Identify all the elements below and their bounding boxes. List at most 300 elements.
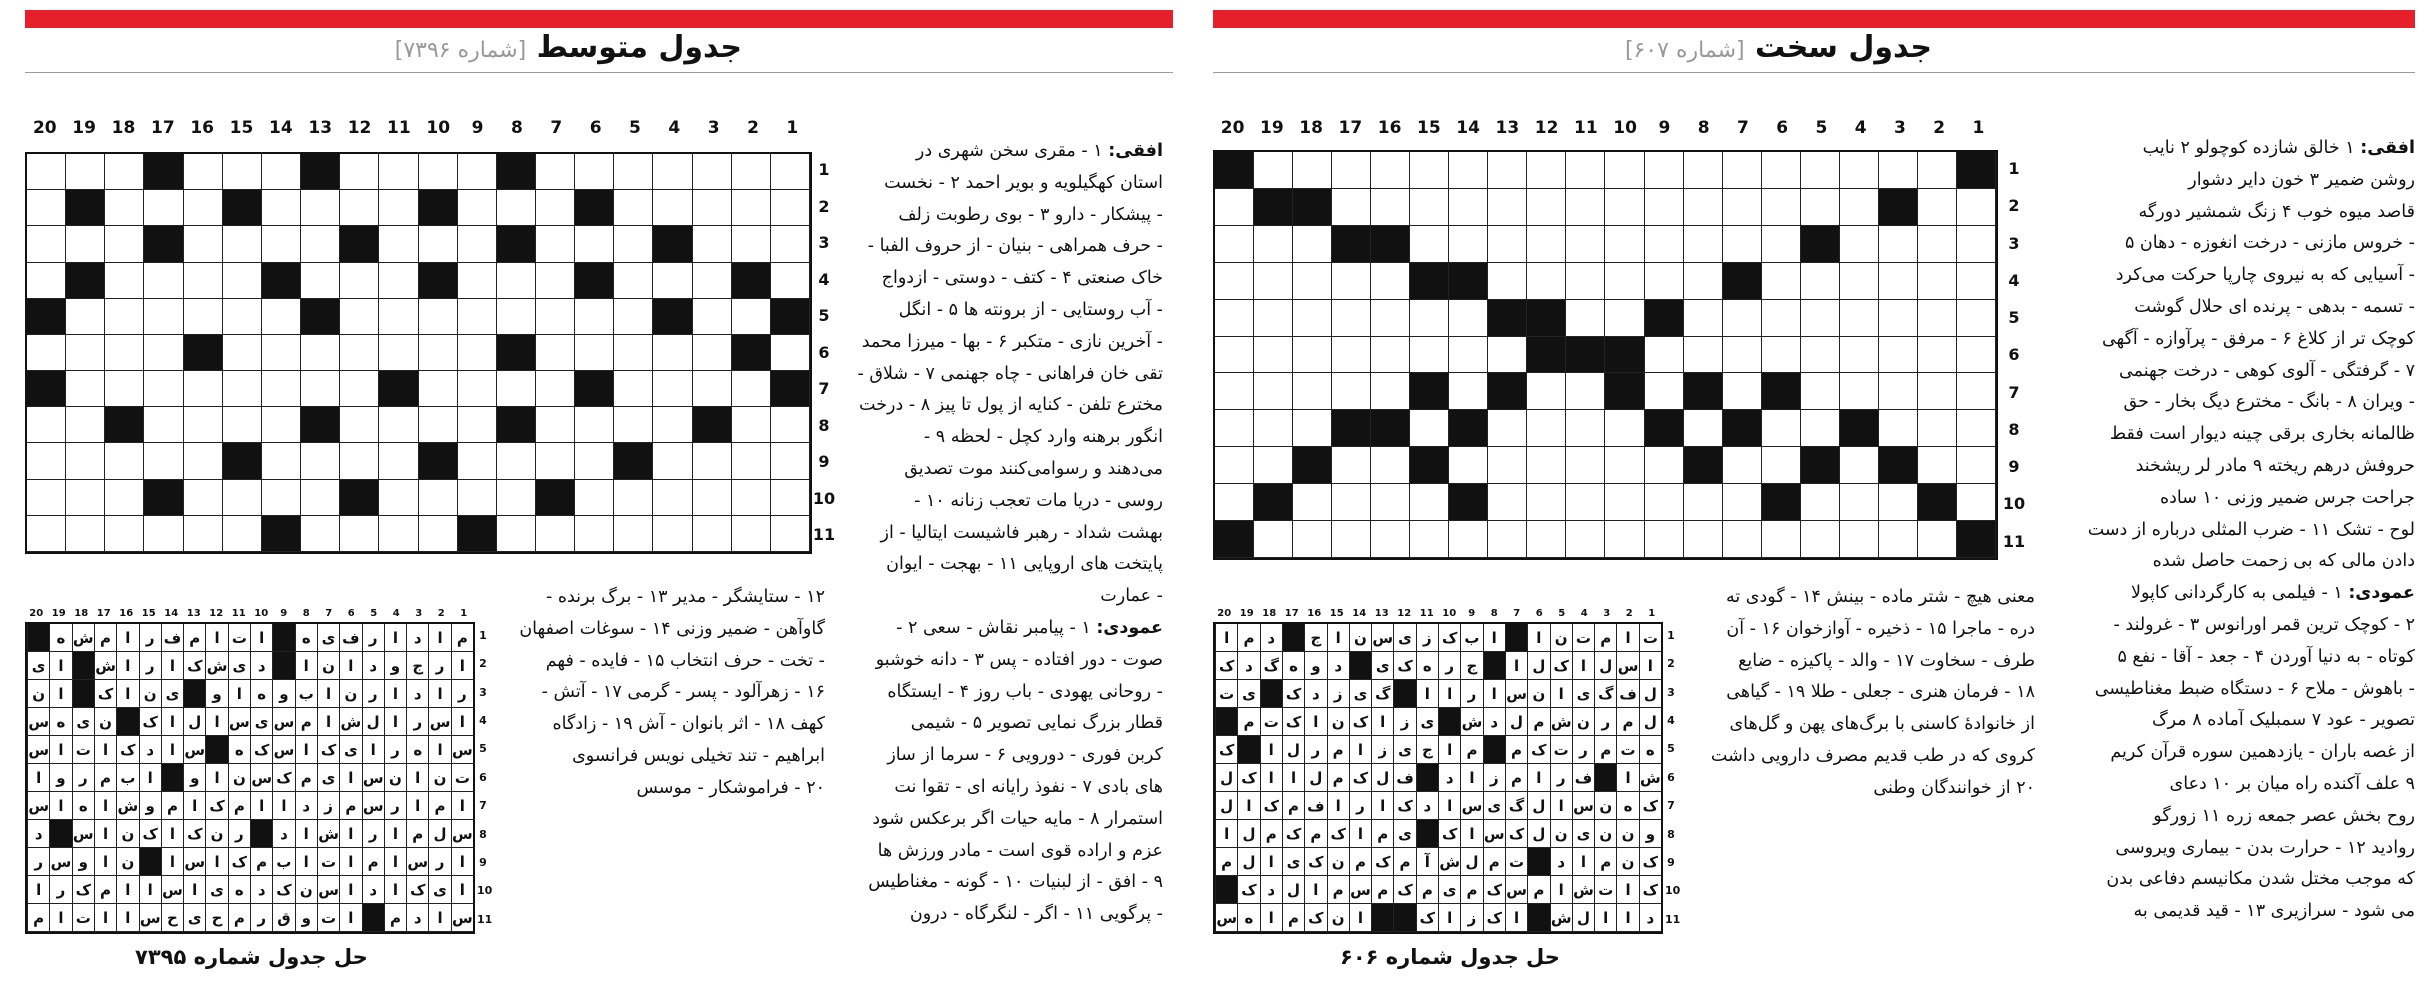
solution-letter: ح	[205, 904, 227, 932]
column-number: 2	[1933, 118, 1946, 138]
clue-text: استمرار ۸ - مایه حیات اگر برعکس شود	[872, 808, 1163, 829]
solution-letter: م	[1527, 876, 1549, 904]
right-header-bar	[1213, 10, 2415, 28]
clue-text: ۱ خالق شازده کوچولو ۲ نایب	[2142, 138, 2361, 158]
column-number: 6	[347, 608, 355, 619]
solution-letter: ی	[1483, 792, 1505, 820]
solution-letter: ک	[1371, 848, 1393, 876]
grid-cell	[1488, 447, 1527, 484]
solution-letter: ن	[27, 680, 49, 708]
grid-cell	[1254, 337, 1293, 374]
clue-line	[843, 168, 1163, 200]
grid-cell	[1762, 521, 1801, 558]
solution-letter: ت	[317, 848, 339, 876]
solution-black-cell	[116, 708, 138, 736]
grid-cell	[1762, 226, 1801, 263]
grid-cell	[1215, 373, 1254, 410]
right-panel-title	[1625, 30, 1932, 65]
grid-cell	[1957, 373, 1996, 410]
row-number: 6	[2008, 345, 2020, 365]
grid-cell	[771, 516, 810, 552]
column-number: 3	[415, 608, 423, 619]
column-number: 11	[1574, 118, 1598, 138]
clue-text: - ویران ۸ - بانگ - مخترع دیگ بخار - حق	[2123, 392, 2415, 413]
clue-text: می شود - سرازیری ۱۳ - قید قدیمی به	[2133, 901, 2415, 922]
grid-cell	[1801, 521, 1840, 558]
grid-cell	[144, 371, 183, 407]
solution-letter: ک	[1237, 764, 1259, 792]
solution-letter: ی	[72, 708, 94, 736]
solution-letter: ا	[428, 680, 450, 708]
grid-cell	[732, 190, 771, 226]
solution-letter: ا	[49, 680, 71, 708]
solution-letter: ا	[451, 876, 473, 904]
black-cell	[144, 226, 183, 262]
solution-black-cell	[72, 680, 94, 708]
solution-letter: س	[228, 708, 250, 736]
solution-letter: ل	[1215, 764, 1237, 792]
solution-letter: ر	[384, 736, 406, 764]
grid-cell	[1254, 410, 1293, 447]
solution-letter: ش	[339, 708, 361, 736]
column-number: 5	[629, 118, 641, 138]
clue-line	[843, 645, 1163, 677]
solution-letter: م	[1527, 708, 1549, 736]
black-cell	[1918, 484, 1957, 521]
grid-cell	[1566, 373, 1605, 410]
row-number: 10	[2002, 494, 2026, 514]
solution-letter: ا	[1594, 904, 1616, 932]
grid-cell	[66, 299, 105, 335]
grid-cell	[66, 226, 105, 262]
solution-letter: د	[1483, 708, 1505, 736]
solution-letter: ر	[27, 848, 49, 876]
solution-letter: ا	[428, 624, 450, 652]
grid-cell	[1254, 263, 1293, 300]
black-cell	[1488, 373, 1527, 410]
solution-letter: ل	[1304, 764, 1326, 792]
solution-letter: م	[451, 624, 473, 652]
solution-letter: ا	[1371, 792, 1393, 820]
grid-cell	[1605, 226, 1644, 263]
solution-letter: ر	[72, 764, 94, 792]
grid-cell	[105, 263, 144, 299]
solution-letter: م	[1460, 736, 1482, 764]
black-cell	[497, 335, 536, 371]
grid-cell	[262, 335, 301, 371]
grid-cell	[1957, 447, 1996, 484]
solution-letter: ر	[1572, 736, 1594, 764]
solution-letter: د	[362, 876, 384, 904]
solution-letter: ک	[1438, 820, 1460, 848]
grid-cell	[1488, 410, 1527, 447]
column-number: 17	[1338, 118, 1363, 138]
solution-letter: ک	[94, 680, 116, 708]
row-number: 8	[1667, 827, 1675, 841]
row-number: 5	[818, 306, 830, 326]
grid-cell	[340, 263, 379, 299]
solution-letter: ک	[317, 736, 339, 764]
solution-black-cell	[1393, 904, 1415, 932]
grid-cell	[1215, 410, 1254, 447]
solution-black-cell	[1416, 764, 1438, 792]
column-number: 4	[1854, 118, 1867, 138]
solution-black-cell	[1215, 708, 1237, 736]
row-number: 1	[2008, 159, 2020, 178]
clue-text: ۷ - گرفتگی - آلوی کوهی - درخت جهنمی	[2119, 360, 2415, 381]
solution-letter: ه	[295, 624, 317, 652]
solution-letter: ن	[1349, 624, 1371, 652]
solution-letter: م	[1616, 708, 1638, 736]
row-number: 10	[812, 488, 836, 508]
clue-line	[1770, 896, 2415, 928]
grid-cell	[1723, 484, 1762, 521]
solution-letter: م	[406, 820, 428, 848]
solution-letter: س	[27, 736, 49, 764]
solution-letter: ا	[228, 680, 250, 708]
solution-letter: ت	[1260, 708, 1282, 736]
column-number: 1	[786, 118, 799, 138]
grid-cell	[419, 516, 458, 552]
solution-letter: ا	[1460, 764, 1482, 792]
row-number: 9	[818, 452, 830, 472]
grid-cell	[1840, 300, 1879, 337]
grid-cell	[1762, 300, 1801, 337]
solution-letter: ر	[228, 820, 250, 848]
grid-cell	[1645, 152, 1684, 189]
grid-cell	[1293, 337, 1332, 374]
grid-cell	[1332, 263, 1371, 300]
solution-letter: ا	[1505, 904, 1527, 932]
grid-cell	[575, 516, 614, 552]
grid-cell	[614, 299, 653, 335]
solution-letter: م	[428, 792, 450, 820]
row-number: 3	[479, 685, 487, 699]
solution-letter: ق	[272, 904, 294, 932]
solution-letter: ا	[1304, 876, 1326, 904]
solution-letter: ا	[339, 904, 361, 932]
black-cell	[1957, 152, 1996, 189]
solution-black-cell	[1438, 708, 1460, 736]
grid-cell	[379, 335, 418, 371]
solution-letter: س	[183, 848, 205, 876]
right-solution-col-labels	[1213, 608, 1663, 619]
grid-cell	[1527, 521, 1566, 558]
row-number: 11	[2002, 531, 2026, 551]
solution-letter: ا	[161, 736, 183, 764]
grid-cell	[771, 480, 810, 516]
grid-cell	[1527, 410, 1566, 447]
solution-letter: ا	[49, 792, 71, 820]
solution-letter: ا	[406, 792, 428, 820]
grid-cell	[693, 299, 732, 335]
solution-black-cell	[1260, 680, 1282, 708]
solution-letter: ک	[1438, 624, 1460, 652]
solution-letter: ل	[1527, 652, 1549, 680]
grid-cell	[1723, 337, 1762, 374]
solution-letter: ی	[1349, 680, 1371, 708]
solution-letter: ی	[1572, 820, 1594, 848]
grid-cell	[184, 407, 223, 443]
solution-black-cell	[1483, 736, 1505, 764]
solution-letter: و	[183, 764, 205, 792]
grid-cell	[1449, 300, 1488, 337]
grid-cell	[458, 443, 497, 479]
column-number: 14	[269, 118, 293, 138]
grid-cell	[653, 154, 692, 190]
solution-letter: م	[1215, 848, 1237, 876]
column-number: 15	[1329, 608, 1344, 619]
solution-letter: م	[1371, 820, 1393, 848]
column-number: 7	[1513, 608, 1521, 619]
grid-cell	[1840, 447, 1879, 484]
grid-cell	[184, 371, 223, 407]
grid-cell	[340, 443, 379, 479]
solution-letter: د	[1550, 848, 1572, 876]
grid-cell	[1293, 373, 1332, 410]
solution-letter: ج	[1304, 624, 1326, 652]
solution-letter: ن	[384, 764, 406, 792]
row-number: 7	[2008, 382, 2020, 402]
grid-cell	[1605, 300, 1644, 337]
clue-text: کوتاه - به دنیا آوردن ۴ - جعد - آقا - نفع ۵	[2117, 646, 2415, 667]
solution-black-cell	[1483, 652, 1505, 680]
solution-letter: ن	[1594, 820, 1616, 848]
grid-cell	[458, 263, 497, 299]
grid-cell	[1957, 226, 1996, 263]
grid-cell	[693, 443, 732, 479]
solution-letter: ن	[428, 764, 450, 792]
grid-cell	[379, 263, 418, 299]
solution-letter: ت	[228, 624, 250, 652]
solution-letter: ر	[1438, 652, 1460, 680]
clue-text: تقی خان فراهانی - چاه جهنمی ۷ - شلاق -	[857, 363, 1163, 384]
grid-cell	[458, 371, 497, 407]
grid-cell	[1723, 373, 1762, 410]
left-solution-caption: حل جدول شماره ۷۳۹۵	[135, 945, 368, 969]
solution-letter: م	[1594, 848, 1616, 876]
black-cell	[1801, 447, 1840, 484]
solution-letter: ه	[228, 876, 250, 904]
grid-cell	[1254, 152, 1293, 189]
grid-cell	[1879, 373, 1918, 410]
solution-letter: ه	[1237, 904, 1259, 932]
grid-cell	[536, 226, 575, 262]
column-number: 16	[1377, 118, 1402, 138]
grid-cell	[1684, 410, 1723, 447]
solution-letter: ا	[451, 708, 473, 736]
grid-cell	[1879, 300, 1918, 337]
solution-letter: م	[1282, 792, 1304, 820]
solution-letter: ر	[451, 680, 473, 708]
black-cell	[144, 154, 183, 190]
solution-letter: م	[1349, 848, 1371, 876]
grid-cell	[536, 335, 575, 371]
solution-letter: ا	[384, 848, 406, 876]
grid-cell	[1879, 484, 1918, 521]
row-number: 9	[2008, 457, 2020, 477]
grid-cell	[1918, 373, 1957, 410]
grid-cell	[223, 299, 262, 335]
column-number: 18	[74, 608, 89, 619]
black-cell	[223, 190, 262, 226]
solution-letter: ا	[1260, 848, 1282, 876]
row-number: 11	[477, 912, 493, 926]
black-cell	[262, 263, 301, 299]
solution-letter: ی	[317, 624, 339, 652]
grid-cell	[1723, 447, 1762, 484]
solution-letter: ن	[116, 820, 138, 848]
grid-cell	[301, 443, 340, 479]
solution-black-cell	[1527, 848, 1549, 876]
grid-cell	[419, 299, 458, 335]
solution-black-cell	[1349, 652, 1371, 680]
clue-line	[843, 677, 1163, 709]
solution-letter: ل	[428, 820, 450, 848]
grid-cell	[184, 190, 223, 226]
grid-cell	[1645, 226, 1684, 263]
row-number: 6	[1667, 770, 1675, 784]
grid-cell	[419, 154, 458, 190]
solution-letter: م	[362, 848, 384, 876]
solution-letter: ا	[205, 624, 227, 652]
grid-cell	[144, 516, 183, 552]
row-number: 9	[1667, 855, 1675, 869]
clue-line	[843, 899, 1163, 931]
solution-letter: ک	[1639, 848, 1661, 876]
clue-heading: عمودی:	[1096, 617, 1163, 638]
solution-letter: م	[1483, 848, 1505, 876]
solution-letter: ک	[1215, 736, 1237, 764]
solution-letter: ی	[205, 876, 227, 904]
solution-letter: م	[339, 792, 361, 820]
solution-letter: ل	[1282, 736, 1304, 764]
solution-letter: ا	[94, 904, 116, 932]
clue-line	[843, 804, 1163, 836]
right-solution-grid	[1213, 622, 1663, 934]
solution-letter: م	[94, 624, 116, 652]
grid-cell	[1293, 484, 1332, 521]
grid-cell	[1801, 484, 1840, 521]
solution-letter: ا	[116, 680, 138, 708]
grid-cell	[653, 480, 692, 516]
grid-cell	[1918, 447, 1957, 484]
solution-letter: ف	[1572, 764, 1594, 792]
black-cell	[693, 407, 732, 443]
solution-letter: ک	[272, 764, 294, 792]
grid-cell	[575, 407, 614, 443]
grid-cell	[1332, 373, 1371, 410]
solution-letter: س	[272, 708, 294, 736]
black-cell	[1762, 484, 1801, 521]
grid-cell	[1723, 189, 1762, 226]
grid-cell	[419, 226, 458, 262]
solution-letter: ر	[428, 848, 450, 876]
grid-cell	[1723, 521, 1762, 558]
grid-cell	[497, 371, 536, 407]
grid-cell	[1254, 226, 1293, 263]
row-number: 2	[818, 196, 830, 216]
solution-letter: ی	[1371, 652, 1393, 680]
grid-cell	[693, 371, 732, 407]
solution-letter: ی	[27, 652, 49, 680]
row-number: 4	[479, 714, 487, 728]
black-cell	[27, 299, 66, 335]
solution-letter: ا	[1572, 848, 1594, 876]
solution-letter: ا	[183, 876, 205, 904]
solution-letter: ک	[1639, 792, 1661, 820]
column-number: 9	[1658, 118, 1671, 138]
solution-letter: ک	[1349, 764, 1371, 792]
black-cell	[1449, 484, 1488, 521]
solution-letter: ا	[1483, 680, 1505, 708]
grid-cell	[1605, 189, 1644, 226]
right-title-rule	[1213, 72, 2415, 73]
right-column-labels	[1213, 118, 1998, 138]
grid-cell	[653, 407, 692, 443]
grid-cell	[1957, 410, 1996, 447]
black-cell	[144, 480, 183, 516]
clue-line	[843, 327, 1163, 359]
solution-letter: ج	[1416, 736, 1438, 764]
solution-letter: ه	[49, 708, 71, 736]
solution-letter: ز	[317, 792, 339, 820]
solution-letter: ل	[1594, 652, 1616, 680]
grid-cell	[1449, 373, 1488, 410]
clue-heading: افقی:	[1108, 141, 1163, 161]
solution-letter: ا	[1438, 736, 1460, 764]
solution-letter: ب	[116, 764, 138, 792]
clue-text: مخترع تلفن - کنایه از پول تا پیز ۸ - درخت	[859, 395, 1163, 416]
grid-cell	[1684, 521, 1723, 558]
grid-cell	[1762, 189, 1801, 226]
grid-cell	[458, 407, 497, 443]
grid-cell	[105, 371, 144, 407]
solution-letter: ا	[1371, 708, 1393, 736]
grid-cell	[66, 480, 105, 516]
solution-black-cell	[1594, 764, 1616, 792]
grid-cell	[458, 154, 497, 190]
grid-cell	[1840, 189, 1879, 226]
grid-cell	[497, 516, 536, 552]
solution-letter: و	[272, 680, 294, 708]
black-cell	[66, 190, 105, 226]
column-number: 14	[1352, 608, 1367, 619]
solution-letter: م	[94, 764, 116, 792]
grid-cell	[653, 443, 692, 479]
solution-letter: د	[406, 904, 428, 932]
solution-letter: ز	[1327, 680, 1349, 708]
solution-letter: ا	[1527, 624, 1549, 652]
clue-text: استان کهگیلویه و بویر احمد ۲ - نخست	[884, 172, 1163, 193]
grid-cell	[27, 226, 66, 262]
solution-letter: د	[406, 624, 428, 652]
grid-cell	[27, 443, 66, 479]
grid-cell	[379, 480, 418, 516]
clue-line: معنی هیچ - شتر ماده - بینش ۱۴ - گودی ته	[1725, 587, 2035, 607]
column-number: 16	[119, 608, 134, 619]
column-number: 2	[747, 118, 759, 138]
solution-letter: ک	[1282, 680, 1304, 708]
solution-letter: ی	[1438, 876, 1460, 904]
grid-cell	[1957, 337, 1996, 374]
grid-cell	[1254, 521, 1293, 558]
solution-letter: ا	[384, 680, 406, 708]
solution-letter: ا	[295, 736, 317, 764]
clue-text: کربن فوری - دورویی ۶ - سرما از ساز	[887, 745, 1163, 766]
solution-letter: ز	[1371, 736, 1393, 764]
row-number: 3	[1667, 685, 1675, 699]
